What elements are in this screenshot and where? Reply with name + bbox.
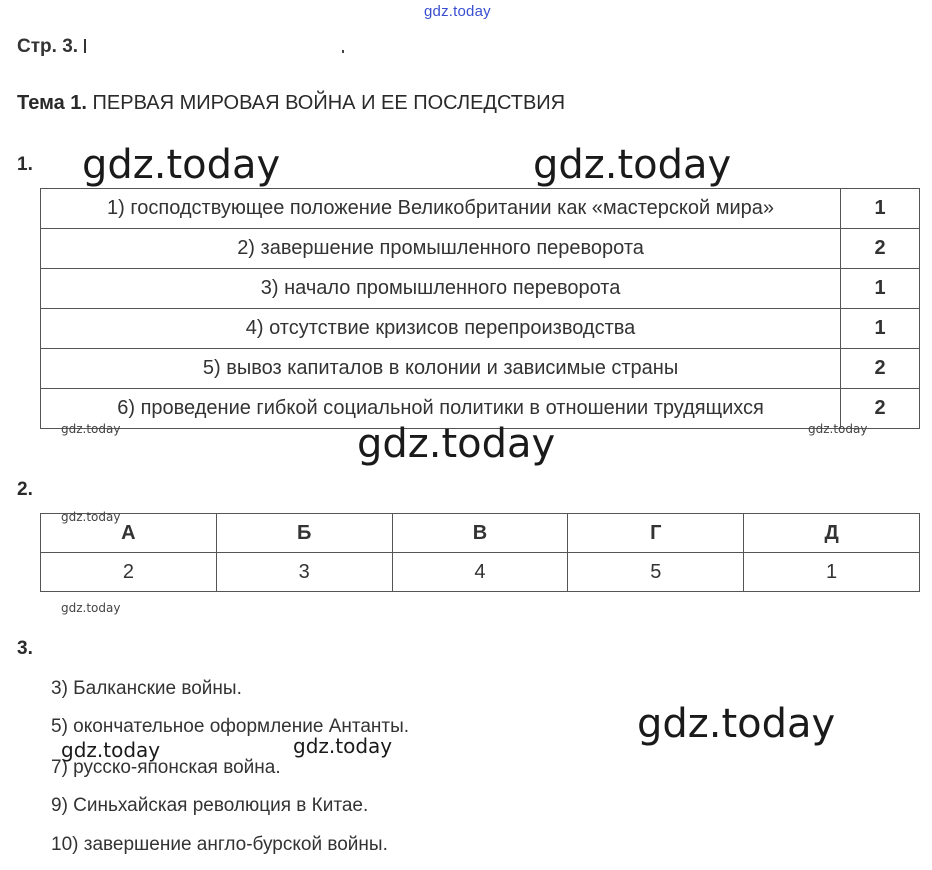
list-item: 9) Синьхайская революция в Китае.	[51, 795, 369, 816]
watermark: gdz.today	[61, 510, 121, 524]
cropped-glyph	[84, 39, 86, 53]
task-1-number: 1.	[17, 154, 33, 175]
list-item: 3) Балканские войны.	[51, 678, 242, 699]
statement-cell: 5) вывоз капиталов в колонии и зависимые страны	[41, 349, 841, 389]
answer-cell: 2	[841, 349, 920, 389]
header-cell: Б	[216, 514, 392, 553]
task-1-table	[40, 188, 920, 429]
watermark: gdz.today	[293, 734, 393, 758]
header-cell: Д	[744, 514, 920, 553]
watermark: gdz.today	[357, 421, 556, 467]
list-item: 5) окончательное оформление Антанты.	[51, 716, 410, 737]
watermark: gdz.today	[61, 601, 121, 615]
value-cell: 2	[41, 553, 217, 592]
topic-number: Тема 1.	[17, 92, 87, 114]
site-watermark-top: gdz.today	[424, 3, 491, 20]
table-row	[41, 229, 920, 269]
statement-cell: 1) господствующее положение Великобритании как «мастерской мира»	[41, 189, 841, 229]
table-row	[41, 349, 920, 389]
cropped-dot	[342, 50, 344, 53]
topic-heading	[17, 92, 565, 115]
header-cell: Г	[568, 514, 744, 553]
task-2-number: 2.	[17, 479, 33, 500]
page-label-text: Стр. 3.	[17, 36, 79, 57]
page-label	[17, 36, 344, 58]
list-item: 10) завершение англо-бурской войны.	[51, 834, 388, 855]
value-cell: 4	[392, 553, 568, 592]
watermark: gdz.today	[61, 422, 121, 436]
watermark: gdz.today	[82, 142, 281, 188]
table-row	[41, 269, 920, 309]
watermark: gdz.today	[61, 738, 161, 762]
answer-cell: 2	[841, 389, 920, 429]
watermark: gdz.today	[533, 142, 732, 188]
statement-cell: 3) начало промышленного переворота	[41, 269, 841, 309]
task-2-table	[40, 513, 920, 592]
watermark: gdz.today	[808, 422, 868, 436]
topic-title: ПЕРВАЯ МИРОВАЯ ВОЙНА И ЕЕ ПОСЛЕДСТВИЯ	[92, 92, 566, 114]
value-cell: 1	[744, 553, 920, 592]
list-item: 7) русско-японская война.	[51, 757, 281, 778]
table-header-row	[41, 514, 920, 553]
statement-cell: 4) отсутствие кризисов перепроизводства	[41, 309, 841, 349]
task-3-number: 3.	[17, 638, 33, 659]
value-cell: 5	[568, 553, 744, 592]
table-row	[41, 189, 920, 229]
answer-cell: 1	[841, 269, 920, 309]
header-cell: А	[41, 514, 217, 553]
value-cell: 3	[216, 553, 392, 592]
answer-cell: 1	[841, 189, 920, 229]
header-cell: В	[392, 514, 568, 553]
statement-cell: 2) завершение промышленного переворота	[41, 229, 841, 269]
answer-cell: 1	[841, 309, 920, 349]
watermark: gdz.today	[637, 701, 836, 747]
statement-cell: 6) проведение гибкой социальной политики в отношении трудящихся	[41, 389, 841, 429]
table-row	[41, 309, 920, 349]
table-row	[41, 553, 920, 592]
answer-cell: 2	[841, 229, 920, 269]
